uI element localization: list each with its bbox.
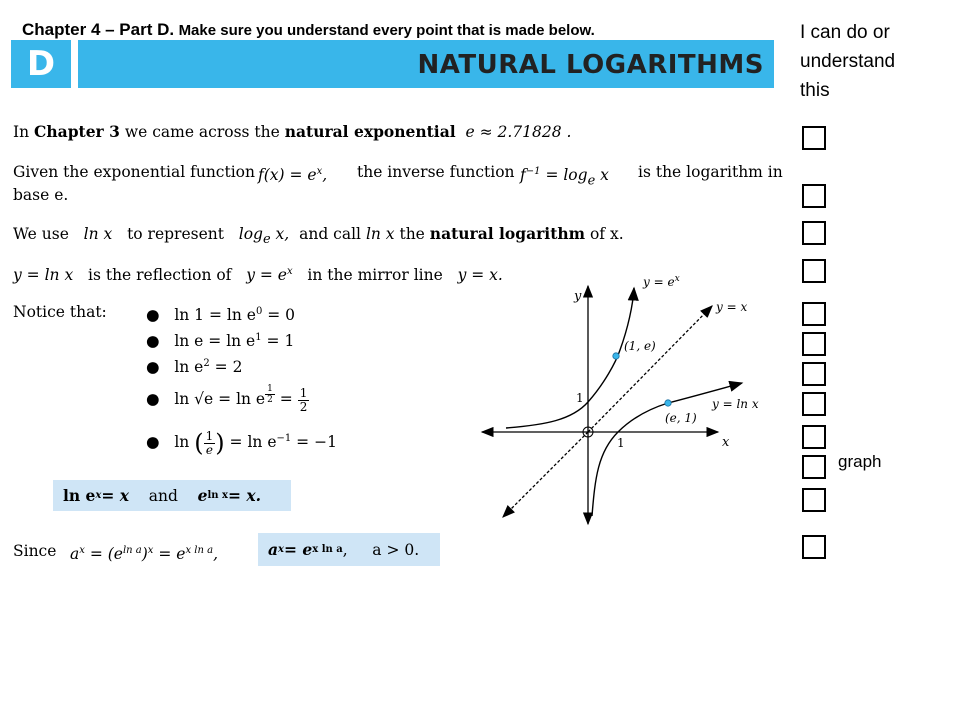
text: In: [13, 123, 35, 141]
fraction-numerator: 1: [205, 428, 214, 443]
fraction-denominator: e: [205, 442, 213, 457]
sidebar-heading-line: I can do or: [800, 22, 890, 43]
x-one-label: 1: [617, 436, 625, 450]
math-sup: x: [79, 545, 85, 556]
since-expression: [70, 540, 218, 565]
exp-function: $f(x) = e^x$,: [258, 166, 328, 185]
math: ln 1 = ln e: [174, 306, 256, 325]
fraction-numerator: 1: [267, 384, 273, 394]
text: the inverse function: [357, 163, 515, 181]
checkbox-2[interactable]: [802, 184, 826, 208]
fraction-denominator: 2: [299, 399, 308, 414]
term-natural-logarithm: natural logarithm: [429, 224, 586, 243]
math-sup: ln a: [122, 545, 142, 556]
math: , a > 0.: [342, 540, 420, 559]
math-sup: x: [278, 544, 285, 555]
math: e: [197, 486, 208, 505]
math: = 1: [261, 332, 295, 351]
math: = e: [153, 545, 186, 564]
math-sup: −1: [276, 433, 292, 444]
math: ln e = ln e: [174, 332, 256, 351]
sidebar-heading: [800, 18, 895, 105]
chapter-ref: Chapter 3: [34, 122, 120, 141]
since-box: [258, 533, 440, 566]
math: = −1: [291, 433, 337, 452]
math: ln √e = ln e: [174, 390, 266, 408]
inverse-text: [357, 161, 515, 183]
checkbox-8[interactable]: [802, 392, 826, 416]
text: we came across the: [119, 123, 285, 141]
sidebar-heading-line: this: [800, 80, 830, 101]
math: = 0: [262, 306, 296, 325]
notice-label: Notice that:: [13, 303, 107, 321]
bullet-item: ● ln √e = ln e $\frac{1}{2}$ = $\frac{1}{2}$: [146, 384, 308, 414]
checkbox-12[interactable]: [802, 535, 826, 559]
instruction-text: Make sure you understand every point that is made below.: [178, 22, 595, 39]
checkbox-11[interactable]: [802, 488, 826, 512]
math-sup: x: [147, 545, 154, 556]
math: ln e: [174, 358, 204, 377]
math: ): [141, 545, 148, 564]
x-axis-label: x: [722, 435, 730, 450]
math-sub: e: [587, 173, 596, 189]
math: = x.: [228, 486, 262, 505]
checkbox-5[interactable]: [802, 302, 826, 326]
text: in the mirror line: [307, 266, 443, 285]
bullet-item: ● ln ( $\frac{1}{e}$ ) = $\ln e^{-1} = -1$: [146, 428, 337, 458]
inverse-line: [13, 161, 255, 183]
math: x,: [270, 225, 290, 243]
math: = log: [545, 166, 588, 185]
math: ln: [174, 433, 190, 452]
fraction-exponent: [265, 384, 275, 405]
math: = x: [101, 486, 130, 505]
math-sup: x ln a: [312, 544, 343, 555]
text: to represent: [127, 225, 224, 243]
math-sup: ln x: [207, 490, 228, 501]
checkbox-graph[interactable]: [802, 455, 826, 479]
fraction: [204, 430, 216, 457]
text: and call: [299, 225, 366, 243]
bullet-item: ● $\ln 1 = \ln e^0 = 0$: [146, 306, 296, 325]
exp-curve-label: [642, 274, 680, 289]
math: ln x: [83, 225, 113, 243]
since-label: Since: [13, 542, 57, 560]
exp-curve-label-text: y = e: [643, 275, 675, 289]
math: x: [595, 166, 609, 185]
ln-curve-label: y = ln x: [712, 397, 759, 411]
section-title: NATURAL LOGARITHMS: [417, 50, 764, 80]
checkbox-1[interactable]: [802, 126, 826, 150]
text: base e.: [13, 186, 69, 204]
math-sup: x ln a: [185, 545, 214, 556]
checkbox-9[interactable]: [802, 425, 826, 449]
math-sup: x: [95, 490, 102, 501]
math: f(x) = e: [258, 166, 317, 185]
bullet-item: ● $\ln e^2 = 2$: [146, 358, 243, 377]
math: y = x.: [457, 266, 503, 285]
math: ln e: [63, 486, 96, 505]
math: a: [70, 545, 80, 564]
text: and: [148, 486, 178, 505]
exp-curve-label-sup: x: [674, 274, 680, 284]
math: = (e: [84, 545, 123, 564]
math: y = e: [246, 266, 287, 285]
point-1-e-label: (1, e): [624, 339, 656, 353]
inverse-function: [520, 161, 609, 192]
math: ,: [213, 545, 218, 564]
point-e-1: [665, 400, 671, 406]
reflection-line: [13, 261, 503, 286]
log-text: [638, 161, 783, 183]
bullet-item: ● $\ln e = \ln e^1 = 1$: [146, 332, 295, 351]
term-natural-exponential: natural exponential: [284, 122, 456, 141]
math-sub: e: [262, 232, 271, 248]
log-exp-graph: [470, 262, 780, 534]
fraction: [298, 387, 310, 414]
math: = 2: [209, 358, 243, 377]
mirror-line-neg: [503, 432, 588, 517]
text: We use: [13, 225, 69, 243]
e-value: e ≈ 2.71828 .: [465, 123, 572, 141]
fraction-denominator: 2: [267, 395, 273, 405]
intro-line: [13, 121, 571, 143]
point-1-e: [613, 353, 619, 359]
header-line: [22, 20, 595, 40]
math-sup: x: [316, 166, 323, 177]
math: a: [268, 540, 279, 559]
notation-line: [13, 223, 624, 251]
math: log: [238, 225, 263, 243]
text: Given the exponential function: [13, 163, 255, 181]
chapter-label: Chapter 4 – Part D.: [22, 20, 175, 39]
checkbox-7[interactable]: [802, 362, 826, 386]
math: = ln e: [229, 433, 277, 452]
math-sup: 0: [255, 306, 263, 317]
checkbox-6[interactable]: [802, 332, 826, 356]
math: y = ln x: [13, 266, 74, 285]
math: f: [520, 166, 526, 185]
y-axis-label: y: [574, 289, 582, 304]
sidebar-heading-line: understand: [800, 51, 896, 72]
math-sup: −1: [525, 166, 541, 177]
checkbox-4[interactable]: [802, 259, 826, 283]
math-sup: 1: [255, 332, 262, 343]
checkbox-3[interactable]: [802, 221, 826, 245]
fraction-numerator: 1: [299, 385, 308, 400]
checkbox-graph-label: graph: [838, 452, 882, 471]
point-e-1-label: (e, 1): [665, 411, 697, 425]
identity-box: [53, 480, 291, 511]
section-banner: [78, 40, 774, 88]
mirror-line-label: y = x: [716, 300, 748, 314]
math: = e: [284, 540, 313, 559]
math-sup: x: [286, 266, 293, 277]
text: the: [394, 225, 430, 243]
math: =: [279, 390, 293, 408]
text: of x.: [585, 225, 624, 243]
y-one-label: 1: [576, 391, 584, 405]
text: is the reflection of: [88, 266, 232, 285]
math-sup: 2: [203, 358, 210, 369]
section-letter: D: [11, 40, 71, 88]
text: is the logarithm in: [638, 163, 783, 181]
math: ln x: [365, 225, 395, 243]
base-text: [13, 184, 68, 206]
